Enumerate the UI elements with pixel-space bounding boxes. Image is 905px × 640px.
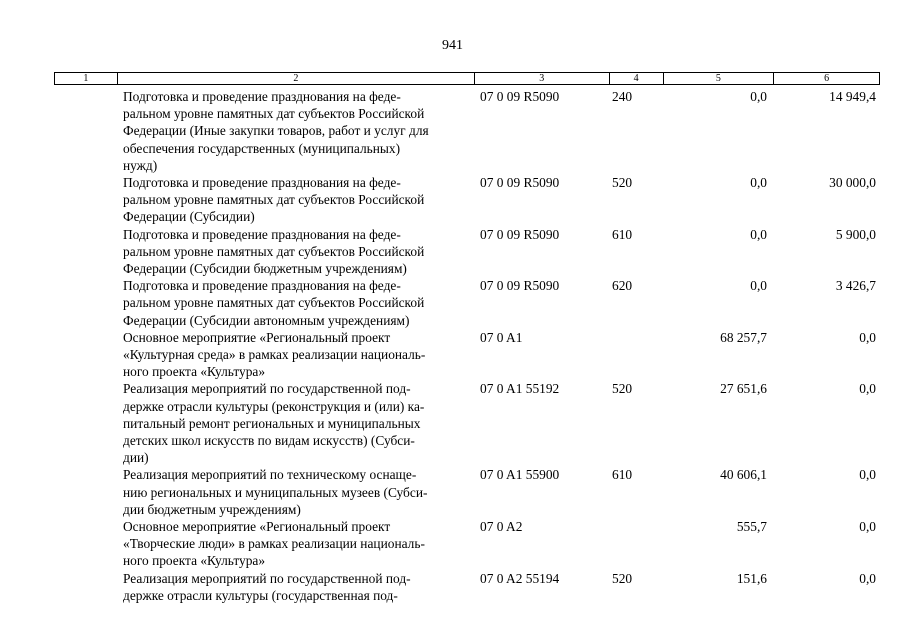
description-line: Основное мероприятие «Региональный проект [123, 519, 391, 535]
row-value-5: 27 651,6 [720, 381, 767, 397]
description-line: держке отрасли культуры (реконструкция и (или) ка- [123, 398, 425, 414]
description-line: Реализация мероприятий по техническому оснаще- [123, 467, 417, 483]
row-description [117, 329, 475, 381]
row-type: 240 [612, 89, 633, 104]
description-line: Реализация мероприятий по государственной под- [123, 381, 411, 397]
row-type [610, 329, 664, 381]
row-number-cell [54, 380, 117, 466]
table-row [54, 174, 880, 226]
row-code: 07 0 A1 55900 [480, 467, 560, 483]
table-body [54, 88, 880, 604]
row-value-6: 5 900,0 [835, 226, 876, 242]
table-row [54, 329, 880, 381]
row-value-6: 0,0 [859, 381, 876, 397]
row-type: 520 [612, 381, 633, 397]
table-row [54, 226, 880, 278]
description-line: Реализация мероприятий по государственной под- [123, 570, 411, 586]
row-value-5: 68 257,7 [720, 329, 767, 345]
row-number-cell [54, 226, 117, 278]
row-value-5: 555,7 [736, 519, 767, 535]
row-description [117, 277, 475, 329]
row-type: 520 [612, 175, 633, 191]
row-type: 520 [612, 570, 633, 586]
description-line: Основное мероприятие «Региональный проект [123, 329, 391, 345]
row-code: 07 0 09 R5090 [480, 175, 560, 191]
row-code: 07 0 09 R5090 [480, 278, 560, 294]
header-cell-2: 2 [118, 73, 475, 84]
row-code: 07 0 A1 [480, 329, 523, 345]
table-row [54, 380, 880, 466]
row-type: 610 [612, 467, 633, 483]
row-number-cell [54, 174, 117, 226]
row-description [117, 174, 475, 226]
description-line: обеспечения государственных (муниципальных) [123, 140, 401, 156]
description-line: дии бюджетным учреждениям) [123, 501, 301, 517]
row-number-cell [54, 329, 117, 381]
row-value-6: 0,0 [859, 519, 876, 535]
row-number-cell [54, 277, 117, 329]
row-number-cell [54, 570, 117, 604]
description-line: держке отрасли культуры (государственная под- [123, 587, 398, 603]
description-line: питальный ремонт региональных и муниципальных [123, 415, 421, 431]
description-line: Федерации (Субсидии) [123, 209, 255, 225]
row-value-6: 30 000,0 [829, 175, 876, 191]
row-number-cell [54, 466, 117, 518]
header-cell-6: 6 [824, 73, 830, 84]
table-row [54, 466, 880, 518]
row-value-6: 0,0 [859, 467, 876, 483]
table-row [54, 88, 880, 174]
row-description [117, 88, 475, 174]
row-type: 620 [612, 278, 633, 294]
table-header [54, 72, 880, 85]
table-row [54, 277, 880, 329]
description-line: Федерации (Иные закупки товаров, работ и услуг для [123, 123, 429, 139]
description-line: Подготовка и проведение празднования на феде- [123, 89, 401, 104]
description-line: ральном уровне памятных дат субъектов Российской [123, 243, 425, 259]
description-line: «Культурная среда» в рамках реализации националь- [123, 347, 426, 363]
header-cell-5: 5 [664, 73, 775, 84]
description-line: ральном уровне памятных дат субъектов Российской [123, 192, 425, 208]
row-value-6: 14 949,4 [829, 89, 876, 104]
row-value-6: 0,0 [859, 570, 876, 586]
row-value-5: 0,0 [750, 89, 767, 104]
row-description [117, 226, 475, 278]
row-number-cell [54, 518, 117, 570]
description-line: «Творческие люди» в рамках реализации националь- [123, 536, 425, 552]
row-type [610, 518, 664, 570]
row-value-6: 3 426,7 [835, 278, 876, 294]
row-code: 07 0 A2 [480, 519, 523, 535]
description-line: Подготовка и проведение празднования на феде- [123, 278, 401, 294]
description-line: ральном уровне памятных дат субъектов Российской [123, 295, 425, 311]
row-value-5: 40 606,1 [720, 467, 767, 483]
description-line: ральном уровне памятных дат субъектов Российской [123, 106, 425, 122]
row-number-cell [54, 88, 117, 174]
description-line: нужд) [123, 157, 158, 173]
row-type: 610 [612, 226, 633, 242]
header-cell-3: 3 [475, 73, 610, 84]
header-cell-4: 4 [610, 73, 664, 84]
row-description [117, 518, 475, 570]
page-number: 941 [442, 38, 463, 53]
row-description [117, 466, 475, 518]
description-line: Подготовка и проведение празднования на феде- [123, 226, 401, 242]
description-line: дии) [123, 450, 149, 466]
row-code: 07 0 09 R5090 [480, 89, 560, 104]
description-line: Федерации (Субсидии бюджетным учреждениям) [123, 261, 407, 277]
description-line: ного проекта «Культура» [123, 553, 266, 569]
row-code: 07 0 09 R5090 [480, 226, 560, 242]
row-value-5: 0,0 [750, 226, 767, 242]
description-line: ного проекта «Культура» [123, 364, 266, 380]
table-row [54, 570, 880, 604]
row-description [117, 380, 475, 466]
row-value-5: 0,0 [750, 278, 767, 294]
row-code: 07 0 A2 55194 [480, 570, 560, 586]
row-code: 07 0 A1 55192 [480, 381, 560, 397]
row-description [117, 570, 475, 604]
description-line: детских школ искусств по видам искусств) (Субси- [123, 433, 415, 449]
description-line: Федерации (Субсидии автономным учреждениям) [123, 312, 410, 328]
row-value-5: 0,0 [750, 175, 767, 191]
table-row [54, 518, 880, 570]
description-line: Подготовка и проведение празднования на феде- [123, 175, 401, 191]
row-value-5: 151,6 [736, 570, 767, 586]
row-value-6: 0,0 [859, 329, 876, 345]
description-line: нию региональных и муниципальных музеев (Субси- [123, 484, 428, 500]
header-cell-1: 1 [55, 73, 118, 84]
